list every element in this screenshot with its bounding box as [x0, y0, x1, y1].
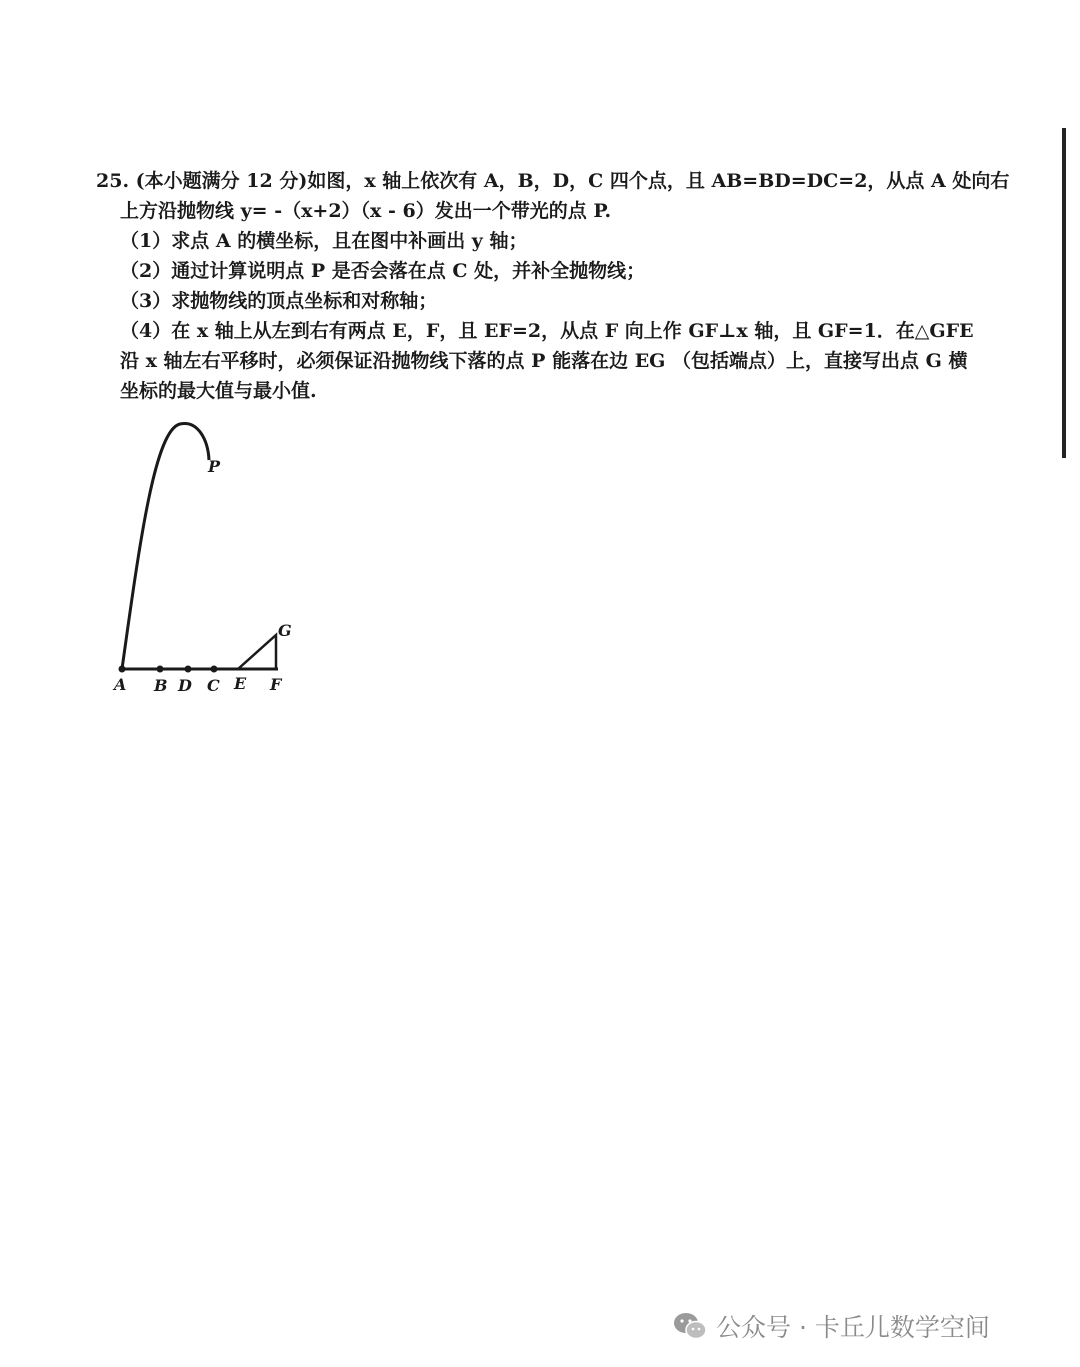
label-f: F [270, 675, 282, 694]
page-edge-line [1062, 128, 1066, 458]
question-4-line-3: 坐标的最大值与最小值. [120, 380, 317, 402]
problem-text [96, 166, 1042, 406]
point-d [185, 666, 192, 673]
wechat-icon [672, 1311, 708, 1341]
question-3: （3）求抛物线的顶点坐标和对称轴； [120, 290, 438, 312]
watermark-text: 公众号 · 卡丘儿数学空间 [716, 1313, 990, 1342]
question-4-line-2: 沿 x 轴左右平移时，必须保证沿抛物线下落的点 P 能落在边 EG （包括端点）上，直接写出点 G 横 [120, 350, 968, 372]
label-a: A [114, 675, 127, 694]
label-p: P [208, 457, 221, 476]
label-g: G [278, 621, 292, 640]
point-c [211, 666, 218, 673]
label-b: B [154, 676, 168, 695]
problem-line-1: 25. (本小题满分 12 分)如图，x 轴上依次有 A，B，D，C 四个点，且 AB=BD=DC=2，从点 A 处向右 [96, 170, 1010, 192]
figure-svg [100, 410, 320, 700]
triangle-gfe [238, 635, 276, 669]
question-1: （1）求点 A 的横坐标，且在图中补画出 y 轴； [120, 230, 528, 252]
label-e: E [234, 674, 247, 693]
question-4-line-1: （4）在 x 轴上从左到右有两点 E，F，且 EF=2，从点 F 向上作 GF⊥x 轴，且 GF=1．在△GFE [120, 320, 974, 342]
label-d: D [178, 676, 192, 695]
point-a [119, 666, 126, 673]
label-c: C [207, 676, 220, 695]
question-2: （2）通过计算说明点 P 是否会落在点 C 处，并补全抛物线； [120, 260, 646, 282]
parabola-arc [122, 423, 209, 669]
problem-line-2: 上方沿抛物线 y= -（x+2）（x - 6）发出一个带光的点 P. [120, 200, 612, 222]
point-b [157, 666, 164, 673]
watermark [672, 1306, 990, 1346]
parabola-figure [100, 410, 320, 700]
